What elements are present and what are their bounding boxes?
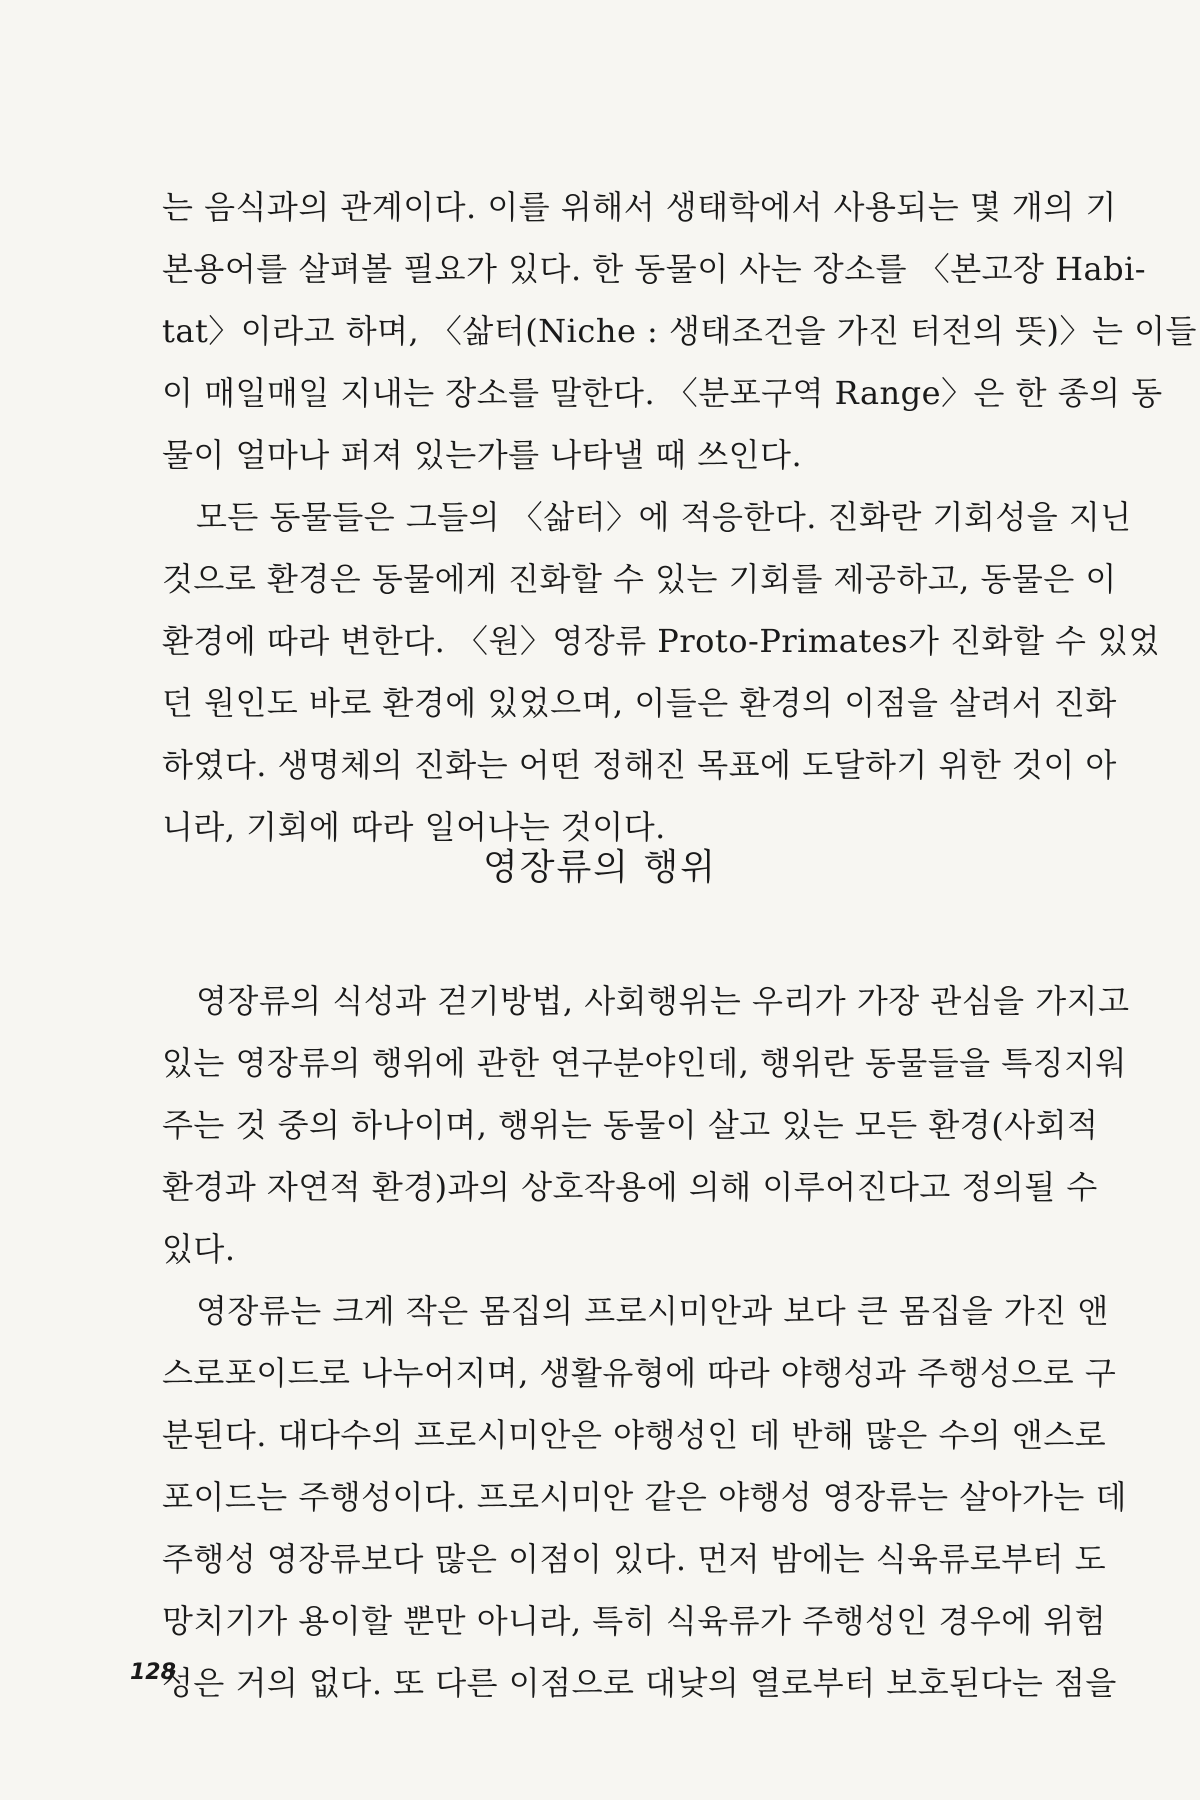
text-line: 분된다. 대다수의 프로시미안은 야행성인 데 반해 많은 수의 앤스로 xyxy=(162,1416,1107,1454)
text-line: 환경과 자연적 환경)과의 상호작용에 의해 이루어진다고 정의될 수 xyxy=(162,1168,1098,1206)
text-line: 영장류의 식성과 걷기방법, 사회행위는 우리가 가장 관심을 가지고 xyxy=(196,982,1130,1020)
text-line: 주는 것 중의 하나이며, 행위는 동물이 살고 있는 모든 환경(사회적 xyxy=(162,1106,1099,1144)
text-line: 하였다. 생명체의 진화는 어떤 정해진 목표에 도달하기 위한 것이 아 xyxy=(162,746,1117,784)
text-line: 망치기가 용이할 뿐만 아니라, 특히 식육류가 주행성인 경우에 위험 xyxy=(162,1602,1107,1640)
paragraph-block-behavior xyxy=(162,970,1130,1714)
section-heading: 영장류의 행위 xyxy=(482,847,718,888)
text-line: 있는 영장류의 행위에 관한 연구분야인데, 행위란 동물들을 특징지워 xyxy=(162,1044,1127,1082)
text-line: 성은 거의 없다. 또 다른 이점으로 대낮의 열로부터 보호된다는 점을 xyxy=(162,1664,1117,1702)
text-line: 것으로 환경은 동물에게 진화할 수 있는 기회를 제공하고, 동물은 이 xyxy=(162,560,1117,598)
text-line: 환경에 따라 변한다. 〈원〉영장류 Proto-Primates가 진화할 수 있었 xyxy=(162,622,1160,660)
text-line: 는 음식과의 관계이다. 이를 위해서 생태학에서 사용되는 몇 개의 기 xyxy=(162,188,1117,226)
text-line: 포이드는 주행성이다. 프로시미안 같은 야행성 영장류는 살아가는 데 xyxy=(162,1478,1127,1516)
text-line: 주행성 영장류보다 많은 이점이 있다. 먼저 밤에는 식육류로부터 도 xyxy=(162,1540,1107,1578)
paragraph-block-ecology xyxy=(162,176,1197,858)
text-line: 스로포이드로 나누어지며, 생활유형에 따라 야행성과 주행성으로 구 xyxy=(162,1354,1117,1392)
text-line: 영장류는 크게 작은 몸집의 프로시미안과 보다 큰 몸집을 가진 앤 xyxy=(196,1292,1109,1330)
text-line: 물이 얼마나 퍼져 있는가를 나타낼 때 쓰인다. xyxy=(162,436,803,474)
text-line: 이 매일매일 지내는 장소를 말한다. 〈분포구역 Range〉은 한 종의 동 xyxy=(162,374,1163,412)
text-line: 있다. xyxy=(162,1230,236,1268)
text-line: 본용어를 살펴볼 필요가 있다. 한 동물이 사는 장소를 〈본고장 Habi- xyxy=(162,250,1147,288)
text-line: 니라, 기회에 따라 일어나는 것이다. xyxy=(162,808,666,846)
page-number: 128 xyxy=(130,1660,176,1685)
text-line: tat〉이라고 하며, 〈삶터(Niche : 생태조건을 가진 터전의 뜻)〉는 이들 xyxy=(162,312,1197,350)
text-line: 모든 동물들은 그들의 〈삶터〉에 적응한다. 진화란 기회성을 지닌 xyxy=(196,498,1132,536)
text-line: 던 원인도 바로 환경에 있었으며, 이들은 환경의 이점을 살려서 진화 xyxy=(162,684,1117,722)
